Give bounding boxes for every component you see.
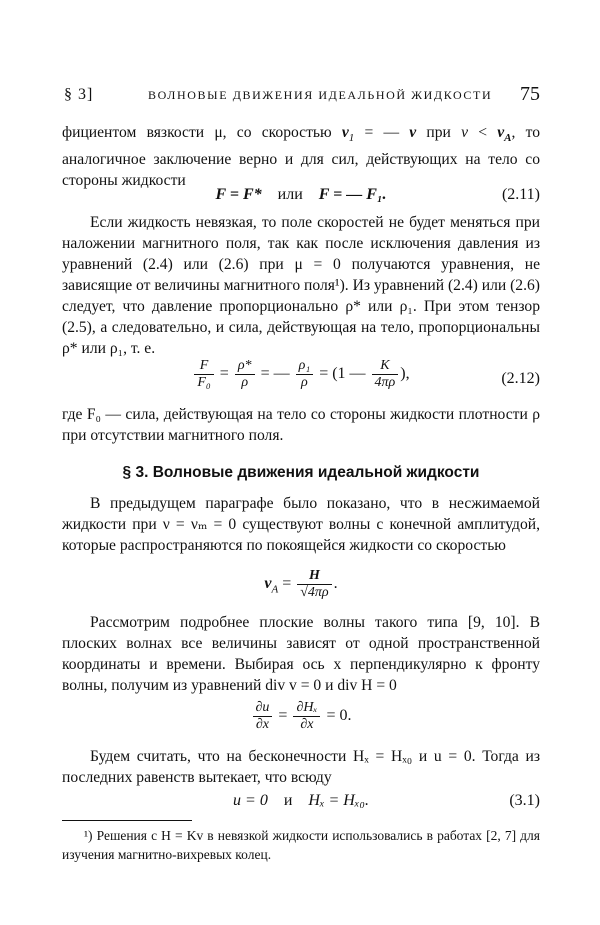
equation-2-12: $\frac{F}{\text{F₀}}$ = $\frac{\rho*}{\rho}$ = — $\frac{\text{ρ₁}}{\rho}$ = (1 — $\frac{K}{4\pi\rho}$ ), (2.12) xyxy=(62,358,540,398)
paragraph-1: фициентом вязкости μ, со скоростью $v_1$ = — v при $v < v_A$, то аналогичное заключение верно и для сил, действующих на тело со стороны жидкости xyxy=(62,124,541,190)
section-heading: § 3. Волновые движения идеальной жидкости xyxy=(122,464,480,481)
paragraph-5: Рассмотрим подробнее плоские волны такого типа [9, 10]. В плоских волнах все величины зависят от одной пространственной координаты и времени. Выбирая ось x перпендикулярно к фронту волны, получим из уравнений div v = 0 и div H = 0 xyxy=(62,614,540,694)
equation-alfven-speed: $v_A$ = $\frac{H}{√4\pi\rho}$ . xyxy=(264,568,338,600)
paragraph-6: Будем считать, что на бесконечности Hₓ = Hₓ₀ и u = 0. Тогда из последних равенств вытекает, что всюду xyxy=(62,748,540,786)
header-section: § 3] xyxy=(64,86,94,103)
equation-number: (2.11) xyxy=(501,186,540,203)
equation-number: (3.1) xyxy=(509,792,540,809)
footnote: ¹) Решения с H = Kv в невязкой жидкости использовались в работах [2, 7] для изучения магнитно-вихревых колец. xyxy=(62,828,540,862)
velocity-symbol: v xyxy=(341,124,349,141)
equation-divergence: $\frac{\partial u}{\partial x}$ = $\frac{\text{∂Hₓ}}{\partial x}$ = 0. xyxy=(62,700,540,740)
footnote-rule xyxy=(62,820,192,821)
equation-number: (2.12) xyxy=(501,370,540,387)
header-title: ВОЛНОВЫЕ ДВИЖЕНИЯ ИДЕАЛЬНОЙ ЖИДКОСТИ xyxy=(148,88,493,102)
paragraph-3: где F₀ — сила, действующая на тело со стороны жидкости плотности ρ при отсутствии магнитного поля. xyxy=(62,406,540,444)
page-number: 75 xyxy=(520,83,540,105)
running-header xyxy=(62,83,540,110)
paragraph-2: Если жидкость невязкая, то поле скоростей не будет меняться при наложении магнитного поля, так как после исключения давления из уравнений (2.4) или (2.6) при μ = 0 получаются уравнения, не зависящие от величины магнитного поля¹). Из уравнений (2.4) или (2.6) следует, что давление пропорционально ρ* или ρ₁. При этом тензор (2.5), а следовательно, и сила, действующая на тело, пропорциональны ρ* или ρ₁, т. е. xyxy=(62,214,540,357)
paragraph-4: В предыдущем параграфе было показано, что в несжимаемой жидкости при ν = νₘ = 0 существуют волны с конечной амплитудой, которые распространяются по покоящейся жидкости со скоростью xyxy=(62,495,540,554)
